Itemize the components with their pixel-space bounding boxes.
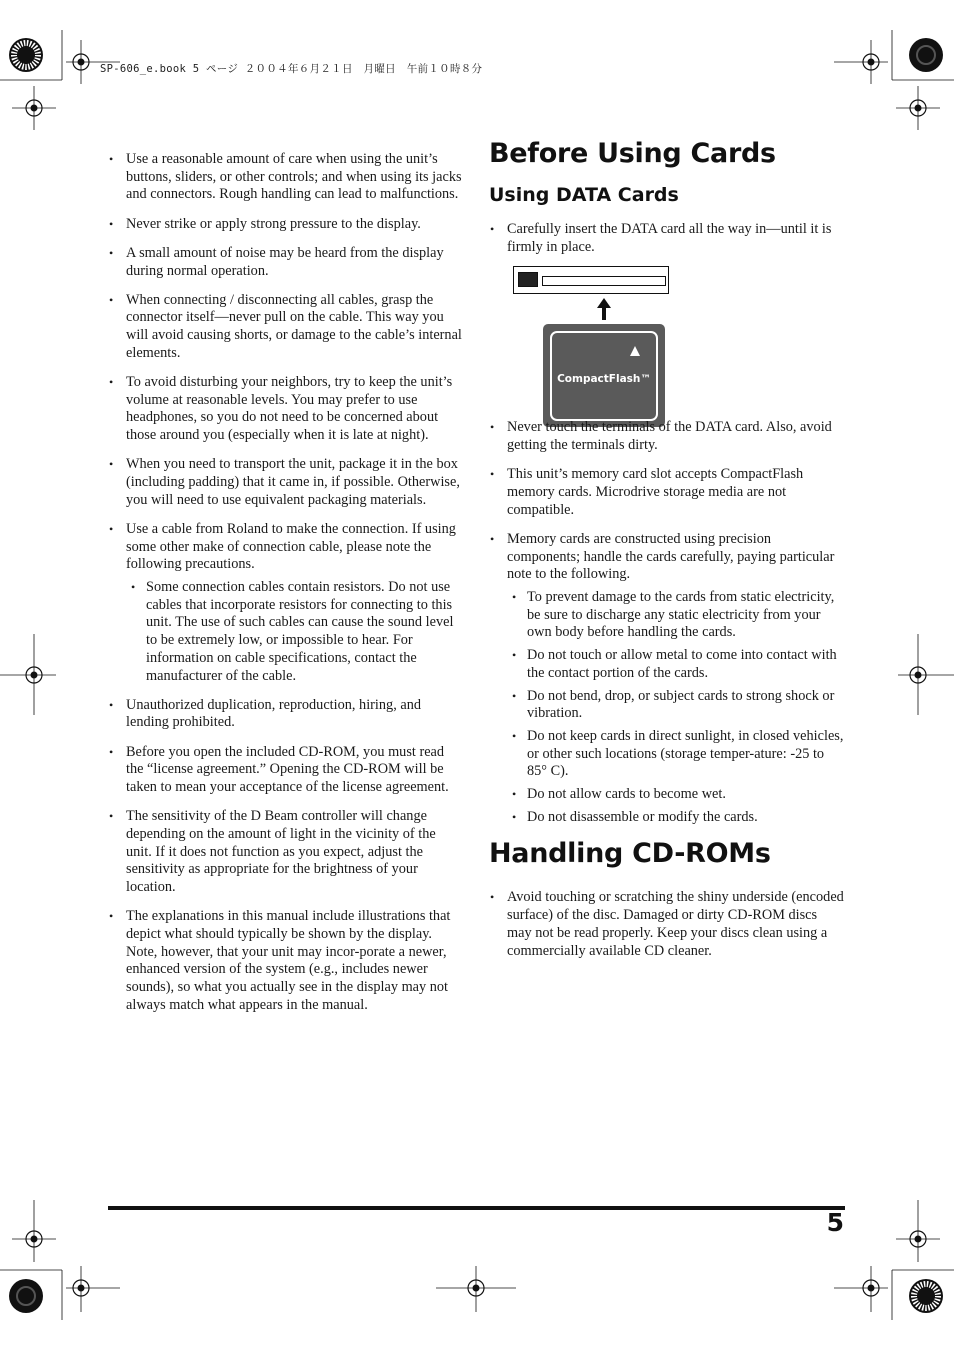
sub-list-item: • Do not touch or allow metal to come into contact with the contact portion of the cards. [507, 647, 845, 682]
sub-list-item: • To prevent damage to the cards from static electricity, be sure to discharge any static electricity from your own body before handling the cards. [507, 589, 845, 642]
list-item: • This unit’s memory card slot accepts CompactFlash memory cards. Microdrive storage media are not compatible. [489, 466, 845, 519]
list-item-memory-cards [489, 531, 845, 827]
right-column [489, 135, 845, 972]
arrow-stem [602, 307, 606, 320]
cdrom-list [489, 889, 845, 960]
insert-list [489, 221, 845, 256]
card-insertion-figure [513, 266, 673, 401]
card-label-area [550, 331, 658, 421]
cards-list [489, 419, 845, 826]
sub-list-item: • Do not allow cards to become wet. [507, 786, 845, 804]
list-item: • Avoid touching or scratching the shiny underside (encoded surface) of the disc. Damaged or dirty CD-ROM discs may not be read properly. Keep your discs clean using a commercially available CD cleaner. [489, 889, 845, 960]
page-number: 5 [826, 1208, 844, 1237]
list-item: • Carefully insert the DATA card all the way in—until it is firmly in place. [489, 221, 845, 256]
section-title-cdroms: Handling CD-ROMs [489, 838, 771, 870]
triangle-up-icon [630, 346, 640, 356]
compactflash-card [543, 324, 665, 427]
list-item: • Use a reasonable amount of care when using the unit’s buttons, sliders, or other controls; and when using its jacks and connectors. Rough handling can lead to malfunctions. [108, 151, 462, 204]
footer-rule [108, 1206, 845, 1210]
list-item: • When connecting / disconnecting all cables, grasp the connector itself—never pull on the cable. This way you will avoid causing shorts, or damage to the cable’s internal elements. [108, 292, 462, 363]
list-item: • To avoid disturbing your neighbors, try to keep the unit’s volume at reasonable levels. You may prefer to use headphones, so you do not need to be concerned about those around you (especially when it is late at night). [108, 374, 462, 445]
sub-list-item: • Do not disassemble or modify the cards. [507, 809, 845, 827]
card-label: CompactFlash™ [557, 373, 651, 386]
subsection-title-data-cards: Using DATA Cards [489, 184, 679, 206]
list-item: • Unauthorized duplication, reproduction, hiring, and lending prohibited. [108, 697, 462, 732]
slot-opening [542, 276, 666, 286]
list-item-cable [108, 521, 462, 685]
sub-list-item: • Do not bend, drop, or subject cards to strong shock or vibration. [507, 688, 845, 723]
list-item: • Before you open the included CD-ROM, you must read the “license agreement.” Opening the CD-ROM will be taken to mean your acceptance of the license agreement. [108, 744, 462, 797]
sub-list-item: • Some connection cables contain resistors. Do not use cables that incorporate resistors for connecting to this unit. The use of such cables can cause the sound level to be extremely low, or impossible to hear. For information on cable specifications, contact the manufacturer of the cable. [126, 579, 462, 685]
cable-sublist [126, 579, 462, 685]
list-item-text: Memory cards are constructed using precision components; handle the cards carefully, paying particular note to the following. [507, 530, 835, 583]
list-item: • The explanations in this manual include illustrations that depict what should typically be shown by the display. Note, however, that your unit may incor-porate a newer, enhanced version of the system (e.g., includes newer sounds), so what you actually see in the display may not always match what appears in the manual. [108, 908, 462, 1014]
cards-sublist [507, 589, 845, 826]
list-item-text: Use a cable from Roland to make the connection. If using some other make of connection cable, please note the following precautions. [126, 520, 456, 573]
sub-list-item: • Do not keep cards in direct sunlight, in closed vehicles, or other such locations (storage temper-ature: -25 to 85° C). [507, 728, 845, 781]
list-item: • When you need to transport the unit, package it in the box (including padding) that it came in, if possible. Otherwise, you will need to use equivalent packaging materials. [108, 456, 462, 509]
list-item: • A small amount of noise may be heard from the display during normal operation. [108, 245, 462, 280]
section-title-cards: Before Using Cards [489, 138, 776, 169]
precautions-list [108, 151, 462, 1015]
file-header: SP-606_e.book 5 ページ ２００４年６月２１日 月曜日 午前１０時８分 [100, 63, 483, 75]
list-item: • Never touch the terminals of the DATA card. Also, avoid getting the terminals dirty. [489, 419, 845, 454]
list-item: • The sensitivity of the D Beam controller will change depending on the amount of light in the vicinity of the unit. If it does not function as you expect, adjust the sensitivity as appropriate for the brightness of your location. [108, 808, 462, 897]
list-item: • Never strike or apply strong pressure to the display. [108, 216, 462, 234]
slot-indicator [518, 272, 538, 287]
left-column [108, 151, 462, 1026]
card-slot [513, 266, 669, 294]
